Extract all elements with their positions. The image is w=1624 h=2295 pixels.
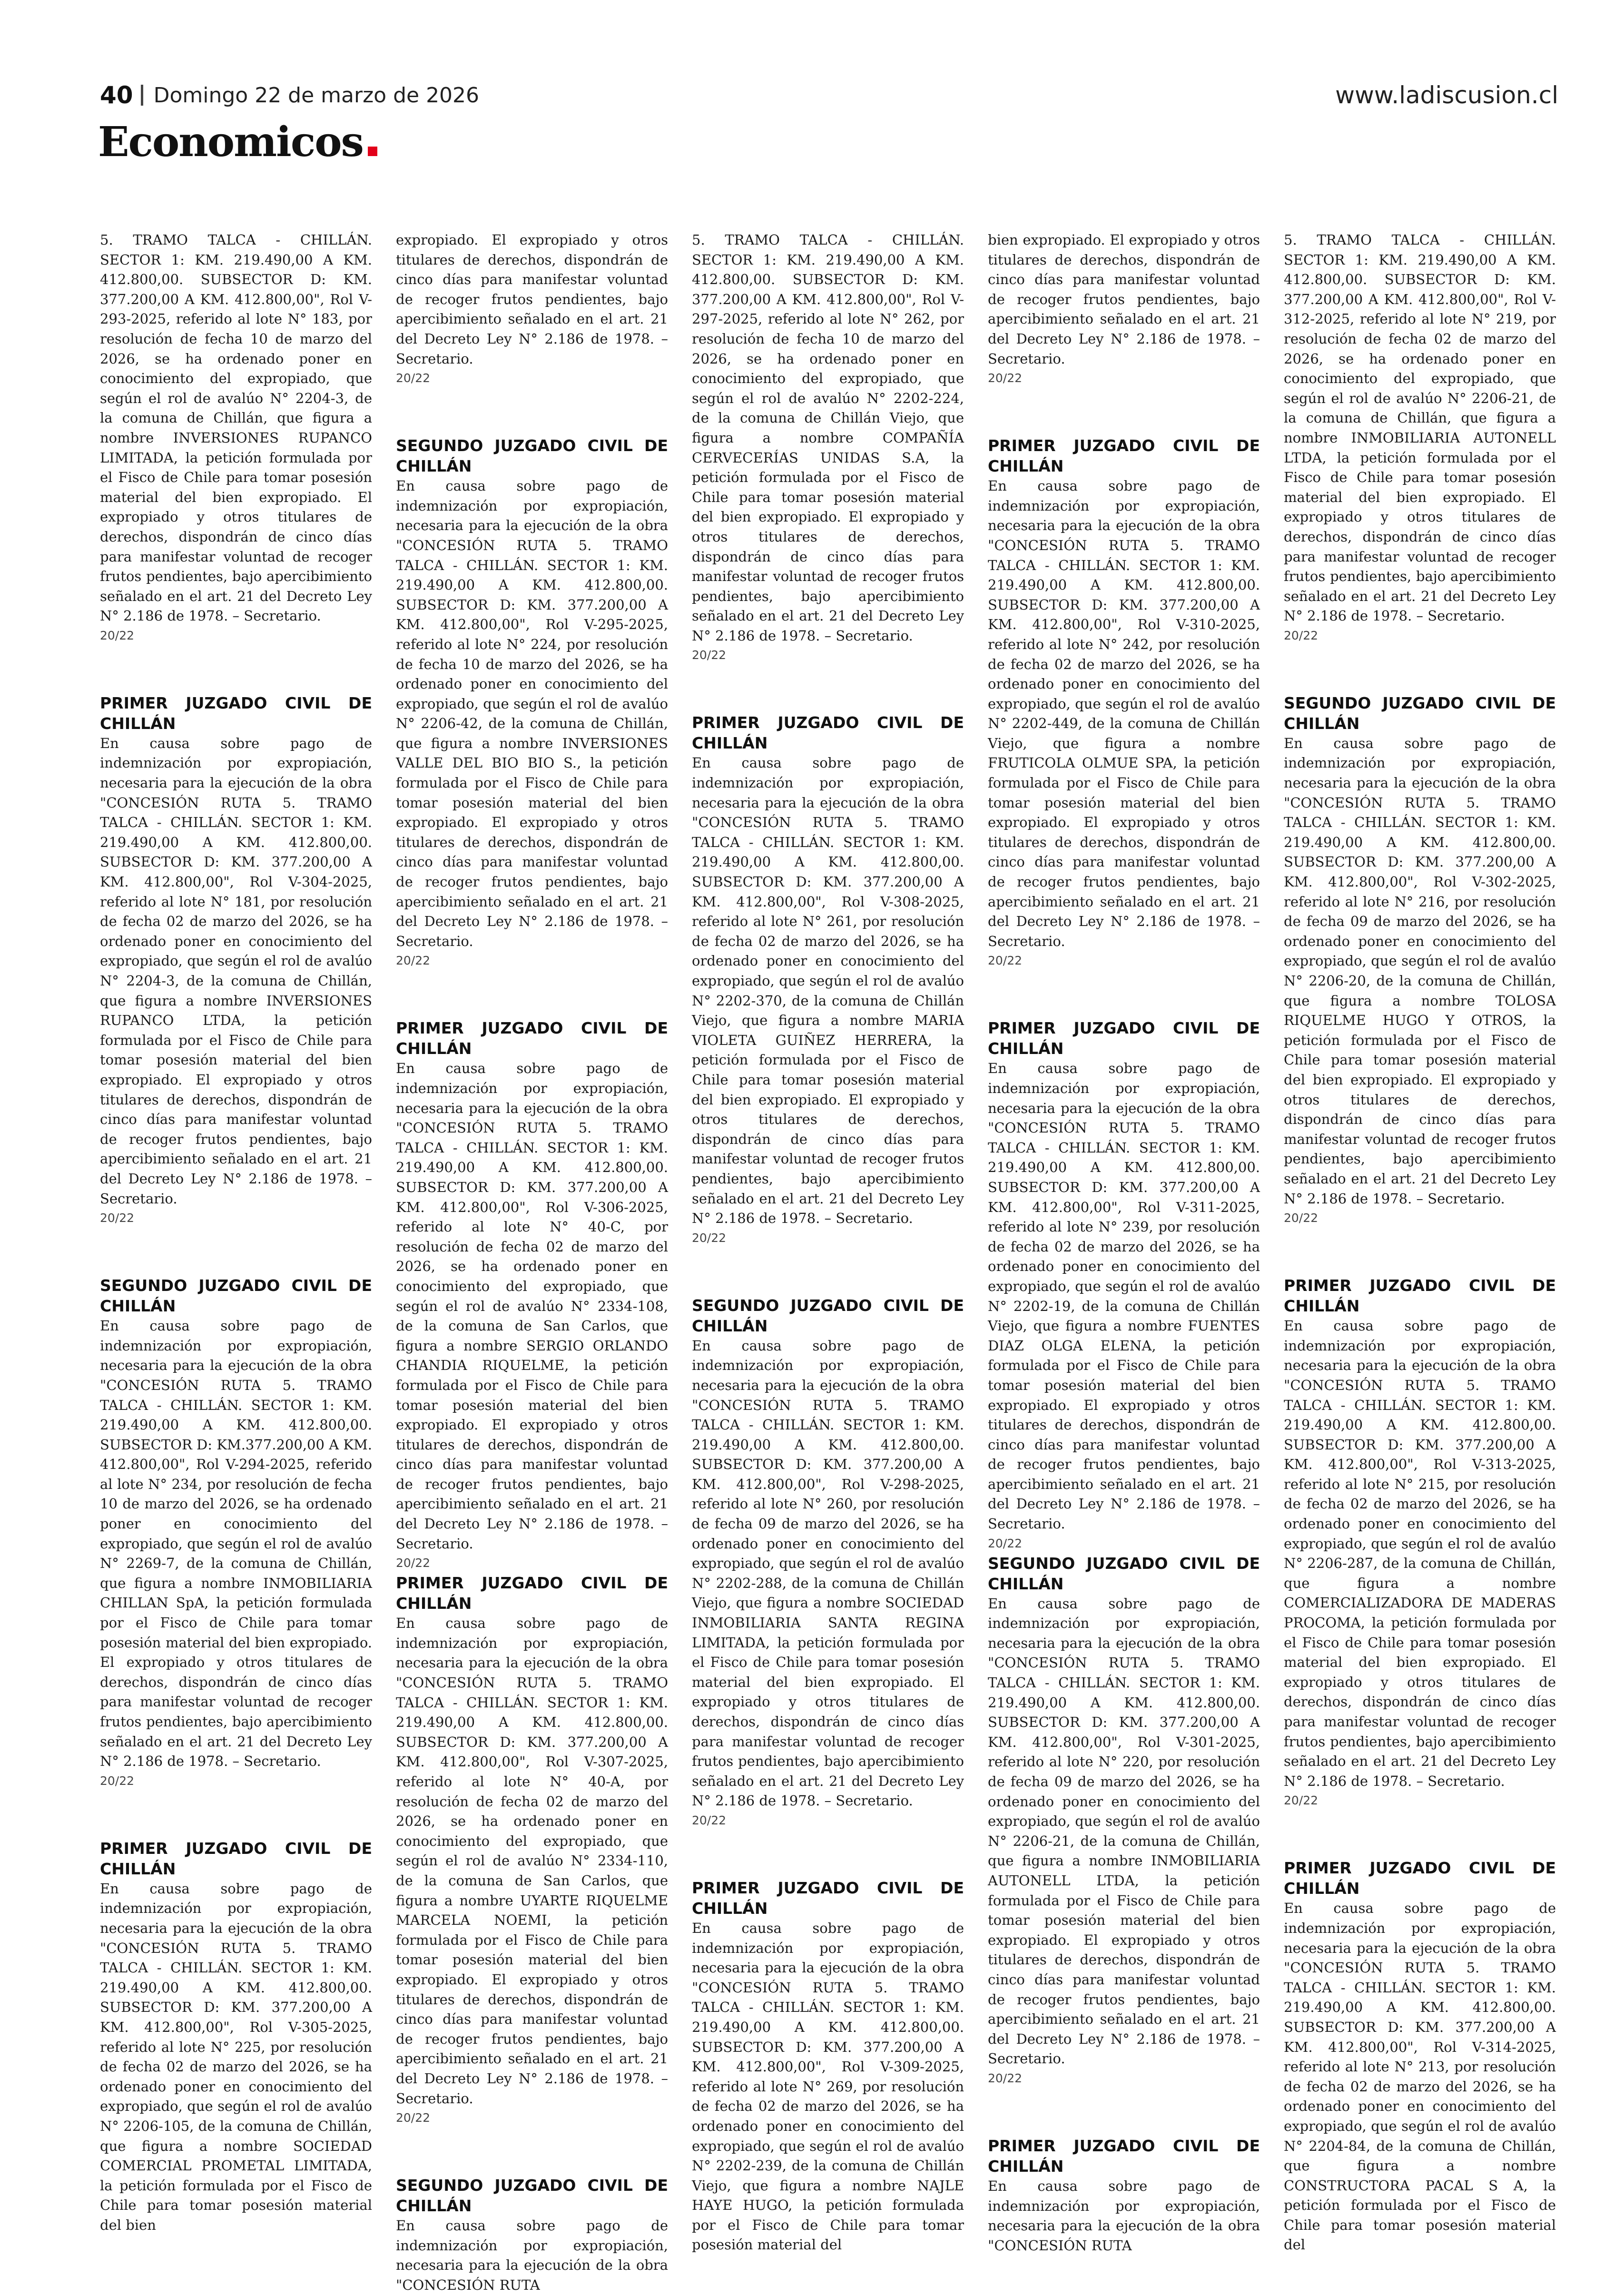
column-1 bbox=[100, 230, 377, 2233]
legal-notice bbox=[100, 1275, 377, 1791]
notice-code: 20/22 bbox=[692, 648, 727, 662]
legal-notice bbox=[692, 230, 969, 665]
notice-court: SEGUNDO JUZGADO CIVIL DE CHILLÁN bbox=[100, 1276, 372, 1316]
notice-body: En causa sobre pago de indemnización por expropiación, necesaria para la ejecución de la obra "CONCESIÓN RUTA bbox=[988, 2177, 1265, 2254]
section-accent-dot bbox=[368, 147, 377, 156]
legal-notice bbox=[1284, 1858, 1561, 2255]
notice-court: PRIMER JUZGADO CIVIL DE CHILLÁN bbox=[692, 1878, 964, 1918]
legal-notice bbox=[396, 1573, 673, 2128]
site-url[interactable]: www.ladiscusion.cl bbox=[1335, 81, 1558, 109]
notice-body: 5. TRAMO TALCA - CHILLÁN. SECTOR 1: KM. 219.490,00 A KM. 412.800,00. SUBSECTOR D: KM. 377.200,00 A KM. 412.800,00", Rol V-297-2025, referido al lote N° 262, por resolución de fecha 10 de marzo del 2026, se ha ordenado poner en conocimiento del expropiado, que según el rol de avalúo N° 2202-224, de la comuna de Chillán Viejo, que figura a nombre COMPAÑÍA CERVECERÍAS UNIDAS S.A, la petición formulada por el Fisco de Chile para tomar posesión material del bien expropiado. El expropiado y otros titulares de derechos, dispondrán de cinco días para manifestar voluntad de recoger frutos pendientes, bajo apercibimiento señalado en el art. 21 del Decreto Ley N° 2.186 de 1978. – Secretario. bbox=[692, 232, 969, 644]
notice-body: En causa sobre pago de indemnización por expropiación, necesaria para la ejecución de la obra "CONCESIÓN RUTA 5. TRAMO TALCA - CHILLÁN. SECTOR 1: KM. 219.490,00 A KM. 412.800,00. SUBSECTOR D: KM. 377.200,00 A KM. 412.800,00", Rol V-298-2025, referido al lote N° 260, por resolución de fecha 09 de marzo del 2026, se ha ordenado poner en conocimiento del expropiado, que según el rol de avalúo N° 2202-288, de la comuna de Chillán Viejo, que figura a nombre SOCIEDAD INMOBILIARIA SANTA REGINA LIMITADA, la petición formulada por el Fisco de Chile para tomar posesión material del bien expropiado. El expropiado y otros titulares de derechos, dispondrán de cinco días para manifestar voluntad de recoger frutos pendientes, bajo apercibimiento señalado en el art. 21 del Decreto Ley N° 2.186 de 1978. – Secretario. bbox=[692, 1337, 969, 1809]
notice-court: PRIMER JUZGADO CIVIL DE CHILLÁN bbox=[100, 693, 372, 733]
notice-court: SEGUNDO JUZGADO CIVIL DE CHILLÁN bbox=[396, 2176, 668, 2216]
notice-court: PRIMER JUZGADO CIVIL DE CHILLÁN bbox=[988, 2136, 1260, 2176]
notice-court: PRIMER JUZGADO CIVIL DE CHILLÁN bbox=[988, 1019, 1260, 1058]
page-header bbox=[100, 76, 479, 114]
page-number: 40 bbox=[100, 81, 133, 109]
legal-notice bbox=[988, 230, 1265, 388]
legal-notice bbox=[988, 1018, 1265, 1553]
notice-court: PRIMER JUZGADO CIVIL DE CHILLÁN bbox=[396, 1574, 668, 1613]
section-title-text: Economicos bbox=[98, 118, 363, 166]
legal-notice bbox=[100, 693, 377, 1228]
legal-notice bbox=[692, 1295, 969, 1830]
notice-court: SEGUNDO JUZGADO CIVIL DE CHILLÁN bbox=[988, 1554, 1260, 1593]
notice-court: SEGUNDO JUZGADO CIVIL DE CHILLÁN bbox=[692, 1296, 964, 1335]
notice-court: SEGUNDO JUZGADO CIVIL DE CHILLÁN bbox=[1284, 693, 1556, 733]
notice-code: 20/22 bbox=[692, 1813, 727, 1827]
column-3 bbox=[692, 230, 969, 2253]
notice-code: 20/22 bbox=[988, 2071, 1023, 2085]
legal-notice bbox=[988, 435, 1265, 970]
notice-code: 20/22 bbox=[1284, 1211, 1319, 1225]
notice-body: 5. TRAMO TALCA - CHILLÁN. SECTOR 1: KM. 219.490,00 A KM. 412.800,00. SUBSECTOR D: KM. 377.200,00 A KM. 412.800,00", Rol V-312-2025, referido al lote N° 219, por resolución de fecha 02 de marzo del 2026, se ha ordenado poner en conocimiento del expropiado, que según el rol de avalúo N° 2206-21, de la comuna de Chillán, que figura a nombre INMOBILIARIA AUTONELL LTDA, la petición formulada por el Fisco de Chile para tomar posesión material del bien expropiado. El expropiado y otros titulares de derechos, dispondrán de cinco días para manifestar voluntad de recoger frutos pendientes, bajo apercibimiento señalado en el art. 21 del Decreto Ley N° 2.186 de 1978. – Secretario. bbox=[1284, 232, 1561, 624]
notice-body: En causa sobre pago de indemnización por expropiación, necesaria para la ejecución de la obra "CONCESIÓN RUTA 5. TRAMO TALCA - CHILLÁN. SECTOR 1: KM. 219.490,00 A KM. 412.800,00. SUBSECTOR D: KM. 377.200,00 A KM. 412.800,00", Rol V-313-2025, referido al lote N° 215, por resolución de fecha 02 de marzo del 2026, se ha ordenado poner en conocimiento del expropiado, que según el rol de avalúo N° 2206-287, de la comuna de Chillán, que figura a nombre COMERCIALIZADORA DE MADERAS PROCOMA, la petición formulada por el Fisco de Chile para tomar posesión material del bien expropiado. El expropiado y otros titulares de derechos, dispondrán de cinco días para manifestar voluntad de recoger frutos pendientes, bajo apercibimiento señalado en el art. 21 del Decreto Ley N° 2.186 de 1978. – Secretario. bbox=[1284, 1318, 1561, 1789]
notice-body: En causa sobre pago de indemnización por expropiación, necesaria para la ejecución de la obra "CONCESIÓN RUTA 5. TRAMO TALCA - CHILLÁN. SECTOR 1: KM. 219.490,00 A KM. 412.800,00. SUBSECTOR D: KM. 377.200,00 A KM. 412.800,00", Rol V-302-2025, referido al lote N° 216, por resolución de fecha 09 de marzo del 2026, se ha ordenado poner en conocimiento del expropiado, que según el rol de avalúo N° 2206-20, de la comuna de Chillán, que figura a nombre TOLOSA RIQUELME HUGO Y OTROS, la petición formulada por el Fisco de Chile para tomar posesión material del bien expropiado. El expropiado y otros titulares de derechos, dispondrán de cinco días para manifestar voluntad de recoger frutos pendientes, bajo apercibimiento señalado en el art. 21 del Decreto Ley N° 2.186 de 1978. – Secretario. bbox=[1284, 735, 1561, 1207]
column-4 bbox=[988, 230, 1265, 2254]
column-5 bbox=[1284, 230, 1561, 2253]
notice-code: 20/22 bbox=[988, 954, 1023, 968]
section-title bbox=[98, 118, 377, 166]
notice-court: SEGUNDO JUZGADO CIVIL DE CHILLÁN bbox=[396, 436, 668, 476]
notice-body: En causa sobre pago de indemnización por expropiación, necesaria para la ejecución de la obra "CONCESIÓN RUTA 5. TRAMO TALCA - CHILLÁN. SECTOR 1: KM. 219.490,00 A KM. 412.800,00. SUBSECTOR D: KM. 377.200,00 A KM. 412.800,00", Rol V-307-2025, referido al lote N° 40-A, por resolución de fecha 02 de marzo del 2026, se ha ordenado poner en conocimiento del expropiado, que según el rol de avalúo N° 2334-110, de la comuna de San Carlos, que figura a nombre UYARTE RIQUELME MARCELA NOEMI, la petición formulada por el Fisco de Chile para tomar posesión material del bien expropiado. El expropiado y otros titulares de derechos, dispondrán de cinco días para manifestar voluntad de recoger frutos pendientes, bajo apercibimiento señalado en el art. 21 del Decreto Ley N° 2.186 de 1978. – Secretario. bbox=[396, 1615, 673, 2107]
notice-court: PRIMER JUZGADO CIVIL DE CHILLÁN bbox=[1284, 1276, 1556, 1316]
notice-code: 20/22 bbox=[988, 1536, 1023, 1550]
notice-body: En causa sobre pago de indemnización por expropiación, necesaria para la ejecución de la obra "CONCESIÓN RUTA 5. TRAMO TALCA - CHILLÁN. SECTOR 1: KM. 219.490,00 A KM. 412.800,00. SUBSECTOR D: KM. 377.200,00 A KM. 412.800,00", Rol V-295-2025, referido al lote N° 224, por resolución de fecha 10 de marzo del 2026, se ha ordenado poner en conocimiento del expropiado, que según el rol de avalúo N° 2206-42, de la comuna de Chillán, que figura a nombre INVERSIONES VALLE DEL BIO BIO S., la petición formulada por el Fisco de Chile para tomar posesión material del bien expropiado. El expropiado y otros titulares de derechos, dispondrán de cinco días para manifestar voluntad de recoger frutos pendientes, bajo apercibimiento señalado en el art. 21 del Decreto Ley N° 2.186 de 1978. – Secretario. bbox=[396, 478, 673, 949]
notice-body: bien expropiado. El expropiado y otros titulares de derechos, dispondrán de cinco días para manifestar voluntad de recoger frutos pendientes, bajo apercibimiento señalado en el art. 21 del Decreto Ley N° 2.186 de 1978. – Secretario. bbox=[988, 232, 1265, 367]
notice-body: En causa sobre pago de indemnización por expropiación, necesaria para la ejecución de la obra "CONCESIÓN RUTA 5. TRAMO TALCA - CHILLÁN. SECTOR 1: KM. 219.490,00 A KM. 412.800,00. SUBSECTOR D: KM.377.200,00 A KM. 412.800,00", Rol V-294-2025, referido al lote N° 234, por resolución de fecha 10 de marzo del 2026, se ha ordenado poner en conocimiento del expropiado, que según el rol de avalúo N° 2269-7, de la comuna de Chillán, que figura a nombre INMOBILIARIA CHILLAN SpA, la petición formulada por el Fisco de Chile para tomar posesión material del bien expropiado. El expropiado y otros titulares de derechos, dispondrán de cinco días para manifestar voluntad de recoger frutos pendientes, bajo apercibimiento señalado en el art. 21 del Decreto Ley N° 2.186 de 1978. – Secretario. bbox=[100, 1318, 377, 1770]
notice-code: 20/22 bbox=[396, 371, 431, 385]
notice-body: En causa sobre pago de indemnización por expropiación, necesaria para la ejecución de la obra "CONCESIÓN RUTA 5. TRAMO TALCA - CHILLÁN. SECTOR 1: KM. 219.490,00 A KM. 412.800,00. SUBSECTOR D: KM. 377.200,00 A KM. 412.800,00", Rol V-309-2025, referido al lote N° 269, por resolución de fecha 02 de marzo del 2026, se ha ordenado poner en conocimiento del expropiado, que según el rol de avalúo N° 2202-239, de la comuna de Chillán Viejo, que figura a nombre NAJLE HAYE HUGO, la petición formulada por el Fisco de Chile para tomar posesión material del bbox=[692, 1920, 969, 2253]
legal-notice bbox=[100, 230, 377, 645]
notice-code: 20/22 bbox=[1284, 628, 1319, 642]
column-2 bbox=[396, 230, 673, 2293]
notice-body: En causa sobre pago de indemnización por expropiación, necesaria para la ejecución de la obra "CONCESIÓN RUTA 5. TRAMO TALCA - CHILLÁN. SECTOR 1: KM. 219.490,00 A KM. 412.800,00. SUBSECTOR D: KM. 377.200,00 A KM. 412.800,00", Rol V-310-2025, referido al lote N° 242, por resolución de fecha 02 de marzo del 2026, se ha ordenado poner en conocimiento del expropiado, que según el rol de avalúo N° 2202-449, de la comuna de Chillán Viejo, que figura a nombre FRUTICOLA OLMUE SPA, la petición formulada por el Fisco de Chile para tomar posesión material del bien expropiado. El expropiado y otros titulares de derechos, dispondrán de cinco días para manifestar voluntad de recoger frutos pendientes, bajo apercibimiento señalado en el art. 21 del Decreto Ley N° 2.186 de 1978. – Secretario. bbox=[988, 478, 1265, 949]
legal-notice bbox=[692, 712, 969, 1247]
legal-notice bbox=[692, 1878, 969, 2255]
notice-body: En causa sobre pago de indemnización por expropiación, necesaria para la ejecución de la obra "CONCESIÓN RUTA 5. TRAMO TALCA - CHILLÁN. SECTOR 1: KM. 219.490,00 A KM. 412.800,00. SUBSECTOR D: KM. 377.200,00 A KM. 412.800,00", Rol V-306-2025, referido al lote N° 40-C, por resolución de fecha 02 de marzo del 2026, se ha ordenado poner en conocimiento del expropiado, que según el rol de avalúo N° 2334-108, de la comuna de San Carlos, que figura a nombre SERGIO ORLANDO CHANDIA RIQUELME, la petición formulada por el Fisco de Chile para tomar posesión material del bien expropiado. El expropiado y otros titulares de derechos, dispondrán de cinco días para manifestar voluntad de recoger frutos pendientes, bajo apercibimiento señalado en el art. 21 del Decreto Ley N° 2.186 de 1978. – Secretario. bbox=[396, 1060, 673, 1552]
notice-body: En causa sobre pago de indemnización por expropiación, necesaria para la ejecución de la obra "CONCESIÓN RUTA bbox=[396, 2217, 673, 2293]
notice-code: 20/22 bbox=[396, 1556, 431, 1570]
notice-body: En causa sobre pago de indemnización por expropiación, necesaria para la ejecución de la obra "CONCESIÓN RUTA 5. TRAMO TALCA - CHILLÁN. SECTOR 1: KM. 219.490,00 A KM. 412.800,00. SUBSECTOR D: KM. 377.200,00 A KM. 412.800,00", Rol V-301-2025, referido al lote N° 220, por resolución de fecha 09 de marzo del 2026, se ha ordenado poner en conocimiento del expropiado, que según el rol de avalúo N° 2206-21, de la comuna de Chillán, que figura a nombre INMOBILIARIA AUTONELL LTDA, la petición formulada por el Fisco de Chile para tomar posesión material del bien expropiado. El expropiado y otros titulares de derechos, dispondrán de cinco días para manifestar voluntad de recoger frutos pendientes, bajo apercibimiento señalado en el art. 21 del Decreto Ley N° 2.186 de 1978. – Secretario. bbox=[988, 1595, 1265, 2067]
issue-date: Domingo 22 de marzo de 2026 bbox=[153, 83, 480, 108]
notice-code: 20/22 bbox=[100, 628, 135, 642]
notice-court: PRIMER JUZGADO CIVIL DE CHILLÁN bbox=[396, 1019, 668, 1058]
notice-code: 20/22 bbox=[396, 954, 431, 968]
notice-body: En causa sobre pago de indemnización por expropiación, necesaria para la ejecución de la obra "CONCESIÓN RUTA 5. TRAMO TALCA - CHILLÁN. SECTOR 1: KM. 219.490,00 A KM. 412.800,00. SUBSECTOR D: KM. 377.200,00 A KM. 412.800,00", Rol V-311-2025, referido al lote N° 239, por resolución de fecha 02 de marzo del 2026, se ha ordenado poner en conocimiento del expropiado, que según el rol de avalúo N° 2202-19, de la comuna de Chillán Viejo, que figura a nombre FUENTES DIAZ OLGA ELENA, la petición formulada por el Fisco de Chile para tomar posesión material del bien expropiado. El expropiado y otros titulares de derechos, dispondrán de cinco días para manifestar voluntad de recoger frutos pendientes, bajo apercibimiento señalado en el art. 21 del Decreto Ley N° 2.186 de 1978. – Secretario. bbox=[988, 1060, 1265, 1532]
notice-code: 20/22 bbox=[100, 1211, 135, 1225]
notice-body: En causa sobre pago de indemnización por expropiación, necesaria para la ejecución de la obra "CONCESIÓN RUTA 5. TRAMO TALCA - CHILLÁN. SECTOR 1: KM. 219.490,00 A KM. 412.800,00. SUBSECTOR D: KM. 377.200,00 A KM. 412.800,00", Rol V-305-2025, referido al lote N° 225, por resolución de fecha 02 de marzo del 2026, se ha ordenado poner en conocimiento del expropiado, que según el rol de avalúo N° 2206-105, de la comuna de Chillán, que figura a nombre SOCIEDAD COMERCIAL PROMETAL LIMITADA, la petición formulada por el Fisco de Chile para tomar posesión material del bien bbox=[100, 1880, 377, 2233]
legal-notice bbox=[1284, 693, 1561, 1228]
notice-code: 20/22 bbox=[100, 1773, 135, 1788]
notice-court: PRIMER JUZGADO CIVIL DE CHILLÁN bbox=[1284, 1859, 1556, 1898]
notice-body: En causa sobre pago de indemnización por expropiación, necesaria para la ejecución de la obra "CONCESIÓN RUTA 5. TRAMO TALCA - CHILLÁN. SECTOR 1: KM. 219.490,00 A KM. 412.800,00. SUBSECTOR D: KM. 377.200,00 A KM. 412.800,00", Rol V-314-2025, referido al lote N° 213, por resolución de fecha 02 de marzo del 2026, se ha ordenado poner en conocimiento del expropiado, que según el rol de avalúo N° 2204-84, de la comuna de Chillán, que figura a nombre CONSTRUCTORA PACAL S A, la petición formulada por el Fisco de Chile para tomar posesión material del bbox=[1284, 1900, 1561, 2253]
legal-notice bbox=[100, 1838, 377, 2236]
header-divider bbox=[141, 85, 143, 106]
notice-court: PRIMER JUZGADO CIVIL DE CHILLÁN bbox=[692, 713, 964, 753]
notice-code: 20/22 bbox=[1284, 1793, 1319, 1808]
legal-notice bbox=[396, 230, 673, 388]
legal-notice bbox=[1284, 1275, 1561, 1810]
notice-body: expropiado. El expropiado y otros titulares de derechos, dispondrán de cinco días para manifestar voluntad de recoger frutos pendientes, bajo apercibimiento señalado en el art. 21 del Decreto Ley N° 2.186 de 1978. – Secretario. bbox=[396, 232, 673, 367]
legal-notice bbox=[396, 1018, 673, 1573]
legal-notice bbox=[396, 2175, 673, 2295]
notice-court: PRIMER JUZGADO CIVIL DE CHILLÁN bbox=[988, 436, 1260, 476]
notice-code: 20/22 bbox=[692, 1231, 727, 1245]
legal-notice bbox=[988, 2136, 1265, 2256]
notice-body: En causa sobre pago de indemnización por expropiación, necesaria para la ejecución de la obra "CONCESIÓN RUTA 5. TRAMO TALCA - CHILLÁN. SECTOR 1: KM. 219.490,00 A KM. 412.800,00. SUBSECTOR D: KM. 377.200,00 A KM. 412.800,00", Rol V-308-2025, referido al lote N° 261, por resolución de fecha 02 de marzo del 2026, se ha ordenado poner en conocimiento del expropiado, que según el rol de avalúo N° 2202-370, de la comuna de Chillán Viejo, que figura a nombre MARIA VIOLETA GUIÑEZ HERRERA, la petición formulada por el Fisco de Chile para tomar posesión material del bien expropiado. El expropiado y otros titulares de derechos, dispondrán de cinco días para manifestar voluntad de recoger frutos pendientes, bajo apercibimiento señalado en el art. 21 del Decreto Ley N° 2.186 de 1978. – Secretario. bbox=[692, 755, 969, 1227]
notice-code: 20/22 bbox=[988, 371, 1023, 385]
notice-body: En causa sobre pago de indemnización por expropiación, necesaria para la ejecución de la obra "CONCESIÓN RUTA 5. TRAMO TALCA - CHILLÁN. SECTOR 1: KM. 219.490,00 A KM. 412.800,00. SUBSECTOR D: KM. 377.200,00 A KM. 412.800,00", Rol V-304-2025, referido al lote N° 181, por resolución de fecha 02 de marzo del 2026, se ha ordenado poner en conocimiento del expropiado, que según el rol de avalúo N° 2204-3, de la comuna de Chillán, que figura a nombre INVERSIONES RUPANCO LTDA, la petición formulada por el Fisco de Chile para tomar posesión material del bien expropiado. El expropiado y otros titulares de derechos, dispondrán de cinco días para manifestar voluntad de recoger frutos pendientes, bajo apercibimiento señalado en el art. 21 del Decreto Ley N° 2.186 de 1978. – Secretario. bbox=[100, 735, 377, 1207]
legal-notice bbox=[396, 435, 673, 970]
notice-court: PRIMER JUZGADO CIVIL DE CHILLÁN bbox=[100, 1839, 372, 1878]
notice-code: 20/22 bbox=[396, 2111, 431, 2125]
legal-notice bbox=[1284, 230, 1561, 645]
legal-notice bbox=[988, 1553, 1265, 2088]
notice-body: 5. TRAMO TALCA - CHILLÁN. SECTOR 1: KM. 219.490,00 A KM. 412.800,00. SUBSECTOR D: KM. 377.200,00 A KM. 412.800,00", Rol V-293-2025, referido al lote N° 183, por resolución de fecha 10 de marzo del 2026, se ha ordenado poner en conocimiento del expropiado, que según el rol de avalúo N° 2204-3, de la comuna de Chillán, que figura a nombre INVERSIONES RUPANCO LIMITADA, la petición formulada por el Fisco de Chile para tomar posesión material del bien expropiado. El expropiado y otros titulares de derechos, dispondrán de cinco días para manifestar voluntad de recoger frutos pendientes, bajo apercibimiento señalado en el art. 21 del Decreto Ley N° 2.186 de 1978. – Secretario. bbox=[100, 232, 377, 624]
